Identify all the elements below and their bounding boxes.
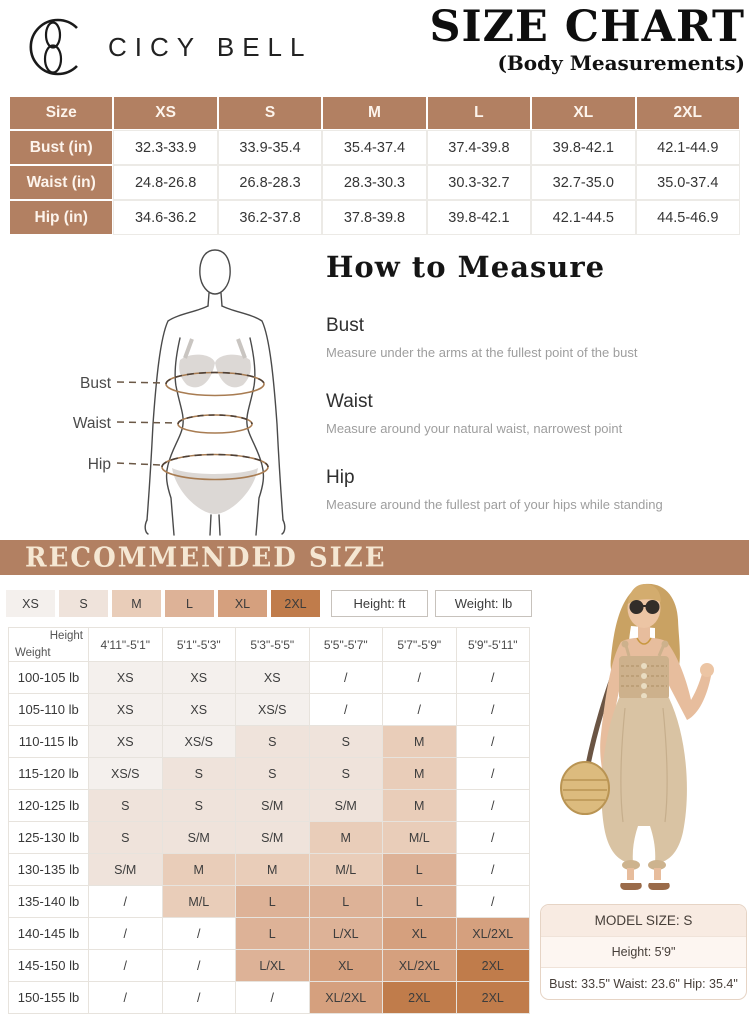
recommended-row	[9, 950, 530, 982]
weight-range-label: 100-105 lb	[9, 662, 89, 694]
recommended-size-cell: 2XL	[456, 950, 530, 982]
recommended-size-cell: /	[456, 822, 530, 854]
recommended-size-cell: M/L	[309, 854, 383, 886]
height-range-header: 4'11"-5'1"	[89, 628, 163, 662]
recommended-size-cell: M	[309, 822, 383, 854]
recommended-row	[9, 758, 530, 790]
recommended-size-cell: /	[456, 758, 530, 790]
size-legend	[6, 590, 532, 617]
recommended-size-cell: S	[89, 822, 163, 854]
size-chart-row-label: Bust (in)	[10, 131, 112, 164]
measure-description: Measure under the arms at the fullest point of the bust	[326, 345, 638, 360]
recommended-size-cell: 2XL	[456, 982, 530, 1014]
figure-hip-label: Hip	[87, 456, 111, 473]
recommended-size-cell: XS	[89, 726, 163, 758]
recommended-size-cell: XL/2XL	[456, 918, 530, 950]
recommended-size-cell: S/M	[236, 790, 310, 822]
size-chart-cell: 34.6-36.2	[114, 201, 216, 234]
height-range-header: 5'1"-5'3"	[162, 628, 236, 662]
height-range-header: 5'7"-5'9"	[383, 628, 457, 662]
body-outline-illustration	[12, 242, 318, 536]
brand-logo-icon	[22, 10, 86, 84]
recommended-size-cell: M	[236, 854, 310, 886]
recommended-row	[9, 982, 530, 1014]
size-chart-cell: 36.2-37.8	[219, 201, 321, 234]
weight-range-label: 145-150 lb	[9, 950, 89, 982]
recommended-size-cell: XS/S	[162, 726, 236, 758]
recommended-size-cell: XS	[89, 662, 163, 694]
size-chart-cell: 28.3-30.3	[323, 166, 425, 199]
recommended-size-cell: XL	[309, 950, 383, 982]
weight-range-label: 115-120 lb	[9, 758, 89, 790]
unit-box: Weight: lb	[435, 590, 532, 617]
size-chart-cell: 39.8-42.1	[532, 131, 634, 164]
size-chart-cell: 37.8-39.8	[323, 201, 425, 234]
size-chart-cell: 24.8-26.8	[114, 166, 216, 199]
height-range-header: 5'3"-5'5"	[236, 628, 310, 662]
recommended-size-cell: 2XL	[383, 982, 457, 1014]
how-to-measure-section	[326, 250, 740, 512]
recommended-size-cell: L	[309, 886, 383, 918]
model-height-label: Height: 5'9"	[541, 937, 746, 968]
recommended-size-cell: /	[456, 886, 530, 918]
size-chart-table-body	[10, 131, 739, 234]
model-illustration	[545, 578, 741, 896]
legend-chip-xs: XS	[6, 590, 55, 617]
recommended-header-row	[9, 628, 530, 662]
recommended-size-cell: S	[236, 758, 310, 790]
size-chart-column-header: XL	[532, 97, 634, 129]
height-range-header: 5'9"-5'11"	[456, 628, 530, 662]
recommended-size-cell: XS	[162, 662, 236, 694]
size-chart-cell: 30.3-32.7	[428, 166, 530, 199]
size-chart-row	[10, 131, 739, 164]
recommended-row	[9, 822, 530, 854]
recommended-size-cell: S	[162, 790, 236, 822]
recommended-size-cell: S	[162, 758, 236, 790]
brand-name: CICY BELL	[108, 31, 313, 62]
recommended-size-cell: /	[456, 726, 530, 758]
recommended-size-banner-text: RECOMMENDED SIZE	[25, 541, 387, 574]
recommended-size-cell: M/L	[162, 886, 236, 918]
size-chart-row-label: Hip (in)	[10, 201, 112, 234]
recommended-size-cell: M	[383, 726, 457, 758]
recommended-size-cell: L	[383, 854, 457, 886]
recommended-size-cell: /	[236, 982, 310, 1014]
weight-range-label: 140-145 lb	[9, 918, 89, 950]
figure-waist-label: Waist	[72, 415, 111, 432]
recommended-size-cell: M	[162, 854, 236, 886]
size-chart-row	[10, 166, 739, 199]
weight-range-label: 120-125 lb	[9, 790, 89, 822]
brand-header	[22, 10, 312, 84]
legend-chip-m: M	[112, 590, 161, 617]
size-chart-cell: 32.7-35.0	[532, 166, 634, 199]
recommended-size-cell: /	[162, 982, 236, 1014]
measure-term: Hip	[326, 467, 355, 488]
title-block	[430, 4, 746, 75]
size-chart-column-header: L	[428, 97, 530, 129]
recommended-size-cell: XS/S	[89, 758, 163, 790]
recommended-size-cell: S	[309, 758, 383, 790]
recommended-size-cell: /	[383, 694, 457, 726]
measure-term: Bust	[326, 315, 365, 336]
legend-chip-s: S	[59, 590, 108, 617]
model-info-box	[540, 904, 747, 1000]
height-range-header: 5'5"-5'7"	[309, 628, 383, 662]
recommended-size-table	[8, 627, 530, 1014]
size-chart-cell: 33.9-35.4	[219, 131, 321, 164]
recommended-row	[9, 886, 530, 918]
size-chart-column-header: XS	[114, 97, 216, 129]
recommended-row	[9, 790, 530, 822]
recommended-size-cell: XS	[162, 694, 236, 726]
recommended-size-cell: XS/S	[236, 694, 310, 726]
page-subtitle: (Body Measurements)	[497, 51, 745, 76]
recommended-size-cell: XS	[89, 694, 163, 726]
weight-range-label: 110-115 lb	[9, 726, 89, 758]
weight-range-label: 105-110 lb	[9, 694, 89, 726]
figure-bust-label: Bust	[79, 375, 111, 392]
recommended-size-cell: S	[89, 790, 163, 822]
recommended-size-cell: XL/2XL	[383, 950, 457, 982]
recommended-size-cell: L	[383, 886, 457, 918]
legend-chip-l: L	[165, 590, 214, 617]
recommended-size-cell: XL	[383, 918, 457, 950]
recommended-size-table-head	[9, 628, 530, 662]
weight-range-label: 135-140 lb	[9, 886, 89, 918]
how-to-measure-title: How to Measure	[326, 250, 606, 284]
corner-weight-label: Weight	[15, 647, 51, 659]
recommended-size-cell: S/M	[236, 822, 310, 854]
size-chart-cell: 42.1-44.5	[532, 201, 634, 234]
recommended-size-cell: L	[236, 886, 310, 918]
size-chart-column-header: 2XL	[637, 97, 739, 129]
size-chart-column-header: M	[323, 97, 425, 129]
recommended-size-cell: /	[456, 662, 530, 694]
recommended-size-cell: /	[456, 854, 530, 886]
recommended-size-cell: /	[89, 982, 163, 1014]
model-measurements-label: Bust: 33.5" Waist: 23.6" Hip: 35.4"	[549, 976, 738, 991]
recommended-size-cell: S/M	[309, 790, 383, 822]
recommended-size-cell: /	[162, 950, 236, 982]
weight-range-label: 130-135 lb	[9, 854, 89, 886]
recommended-size-cell: L/XL	[309, 918, 383, 950]
recommended-size-cell: L/XL	[236, 950, 310, 982]
measure-description: Measure around your natural waist, narrowest point	[326, 421, 623, 436]
recommended-size-cell: L	[236, 918, 310, 950]
size-chart-cell: 37.4-39.8	[428, 131, 530, 164]
size-chart-column-header: S	[219, 97, 321, 129]
recommended-size-cell: M	[383, 758, 457, 790]
size-chart-cell: 32.3-33.9	[114, 131, 216, 164]
size-chart-cell: 35.0-37.4	[637, 166, 739, 199]
how-to-measure-items	[326, 315, 740, 512]
recommended-row	[9, 918, 530, 950]
recommended-row	[9, 854, 530, 886]
recommended-row	[9, 726, 530, 758]
weight-range-label: 125-130 lb	[9, 822, 89, 854]
recommended-size-cell: XS	[236, 662, 310, 694]
recommended-size-cell: /	[89, 886, 163, 918]
recommended-size-cell: /	[309, 694, 383, 726]
page-title: SIZE CHART	[429, 2, 745, 52]
recommended-size-cell: /	[456, 694, 530, 726]
recommended-size-cell: S/M	[89, 854, 163, 886]
size-chart-table	[8, 95, 741, 236]
unit-box: Height: ft	[331, 590, 428, 617]
recommended-size-cell: M	[383, 790, 457, 822]
recommended-size-table-body	[9, 662, 530, 1014]
size-chart-row	[10, 201, 739, 234]
recommended-size-cell: S/M	[162, 822, 236, 854]
corner-height-weight-cell	[9, 628, 89, 662]
recommended-size-cell: M/L	[383, 822, 457, 854]
size-chart-table-head	[10, 97, 739, 129]
recommended-size-cell: XL/2XL	[309, 982, 383, 1014]
measure-description: Measure around the fullest part of your hips while standing	[326, 497, 663, 512]
recommended-size-cell: S	[309, 726, 383, 758]
size-chart-row-label: Waist (in)	[10, 166, 112, 199]
legend-chip-xl: XL	[218, 590, 267, 617]
measurement-figure	[12, 242, 318, 536]
recommended-size-cell: /	[383, 662, 457, 694]
recommended-size-cell: /	[89, 918, 163, 950]
measure-term: Waist	[326, 391, 373, 412]
recommended-size-banner	[0, 540, 749, 575]
size-chart-cell: 42.1-44.9	[637, 131, 739, 164]
recommended-size-cell: /	[309, 662, 383, 694]
how-to-measure-item	[326, 315, 740, 360]
how-to-measure-item	[326, 467, 740, 512]
recommended-row	[9, 694, 530, 726]
how-to-measure-item	[326, 391, 740, 436]
weight-range-label: 150-155 lb	[9, 982, 89, 1014]
size-chart-header-row	[10, 97, 739, 129]
size-chart-cell: 35.4-37.4	[323, 131, 425, 164]
size-chart-cell: 44.5-46.9	[637, 201, 739, 234]
size-chart-cell: 26.8-28.3	[219, 166, 321, 199]
recommended-size-cell: S	[236, 726, 310, 758]
model-size-label: MODEL SIZE: S	[541, 905, 746, 937]
corner-height-label: Height	[49, 630, 83, 642]
recommended-size-cell: /	[162, 918, 236, 950]
size-chart-cell: 39.8-42.1	[428, 201, 530, 234]
size-chart-column-header: Size	[10, 97, 112, 129]
recommended-row	[9, 662, 530, 694]
recommended-size-cell: /	[456, 790, 530, 822]
model-photo	[545, 578, 741, 896]
recommended-size-cell: /	[89, 950, 163, 982]
legend-chip-2xl: 2XL	[271, 590, 320, 617]
